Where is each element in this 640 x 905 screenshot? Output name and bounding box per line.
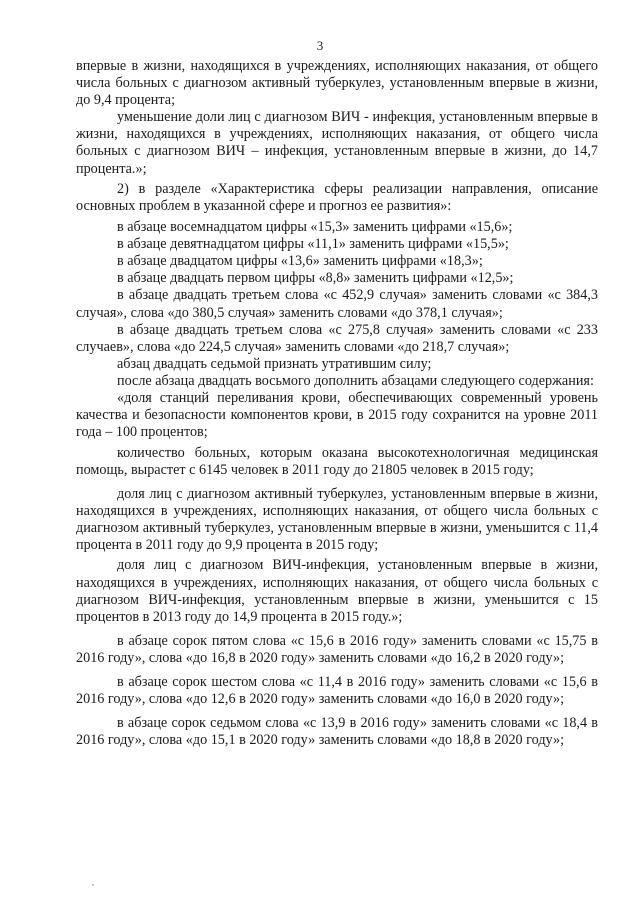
paragraph: в абзаце восемнадцатом цифры «15,3» заменить цифрами «15,6»; [117,219,513,236]
paragraph: в абзаце девятнадцатом цифры «11,1» заменить цифрами «15,5»; [117,236,509,253]
document-body [76,58,598,749]
paragraph: доля лиц с диагнозом ВИЧ-инфекция, установленным впервые в жизни, находящихся в учреждениях, исполняющих наказания, от общего числа больных с диагнозом ВИЧ-инфекция, установленным впервые в жизни, уменьшится с 15 процентов в 2013 году до 14,9 процента в 2015 году.»; [76,557,598,625]
paragraph: в абзаце двадцать третьем слова «с 275,8 случая» заменить словами «с 233 случаев», слова «до 224,5 случая» заменить словами «до 218,7 случая»; [76,321,598,355]
paragraph: «доля станций переливания крови, обеспечивающих современный уровень качества и безопасности компонентов крови, в 2015 году сохранится на уровне 2011 года – 100 процентов; [76,389,598,441]
paragraph: в абзаце двадцать третьем слова «с 452,9 случая» заменить словами «с 384,3 случая», слова «до 380,5 случая» заменить словами «до 378,1 случая»; [76,287,598,321]
paragraph: впервые в жизни, находящихся в учреждениях, исполняющих наказания, от общего числа больных с диагнозом активный туберкулез, установленным впервые в жизни, до 9,4 процента; [76,58,598,109]
paragraph: 2) в разделе «Характеристика сферы реализации направления, описание основных проблем в указанной сфере и прогноз ее развития»: [76,181,598,215]
paragraph: уменьшение доли лиц с диагнозом ВИЧ - инфекция, установленным впервые в жизни, находящихся в учреждениях, исполняющих наказания, от общего числа больных с диагнозом ВИЧ – инфекция, установленным впервые в жизни, до 14,7 процента.»; [76,109,598,177]
paragraph: после абзаца двадцать восьмого дополнить абзацами следующего содержания: [117,372,594,389]
paragraph: доля лиц с диагнозом активный туберкулез, установленным впервые в жизни, находящихся в учреждениях, исполняющих наказания, от общего числа больных с диагнозом активный туберкулез, установленным впервые в жизни, уменьшится с 11,4 процента в 2011 году до 9,9 процента в 2015 году; [76,486,598,554]
scan-speck [92,884,94,886]
paragraph: в абзаце двадцатом цифры «13,6» заменить цифрами «18,3»; [117,253,483,270]
page-number: 3 [316,38,324,53]
paragraph: в абзаце сорок шестом слова «с 11,4 в 2016 году» заменить словами «с 15,6 в 2016 году», слова «до 12,6 в 2020 году» заменить словами «до 16,0 в 2020 году»; [76,673,598,708]
paragraph: абзац двадцать седьмой признать утратившим силу; [117,355,432,372]
paragraph: в абзаце двадцать первом цифры «8,8» заменить цифрами «12,5»; [117,270,514,287]
paragraph: количество больных, которым оказана высокотехнологичная медицинская помощь, вырастет с 6145 человек в 2011 году до 21805 человек в 2015 году; [76,444,598,478]
paragraph: в абзаце сорок седьмом слова «с 13,9 в 2016 году» заменить словами «с 18,4 в 2016 году», слова «до 15,1 в 2020 году» заменить словами «до 18,8 в 2020 году»; [76,715,598,749]
paragraph: в абзаце сорок пятом слова «с 15,6 в 2016 году» заменить словами «с 15,75 в 2016 году», слова «до 16,8 в 2020 году» заменить словами «до 16,2 в 2020 году»; [76,632,598,666]
